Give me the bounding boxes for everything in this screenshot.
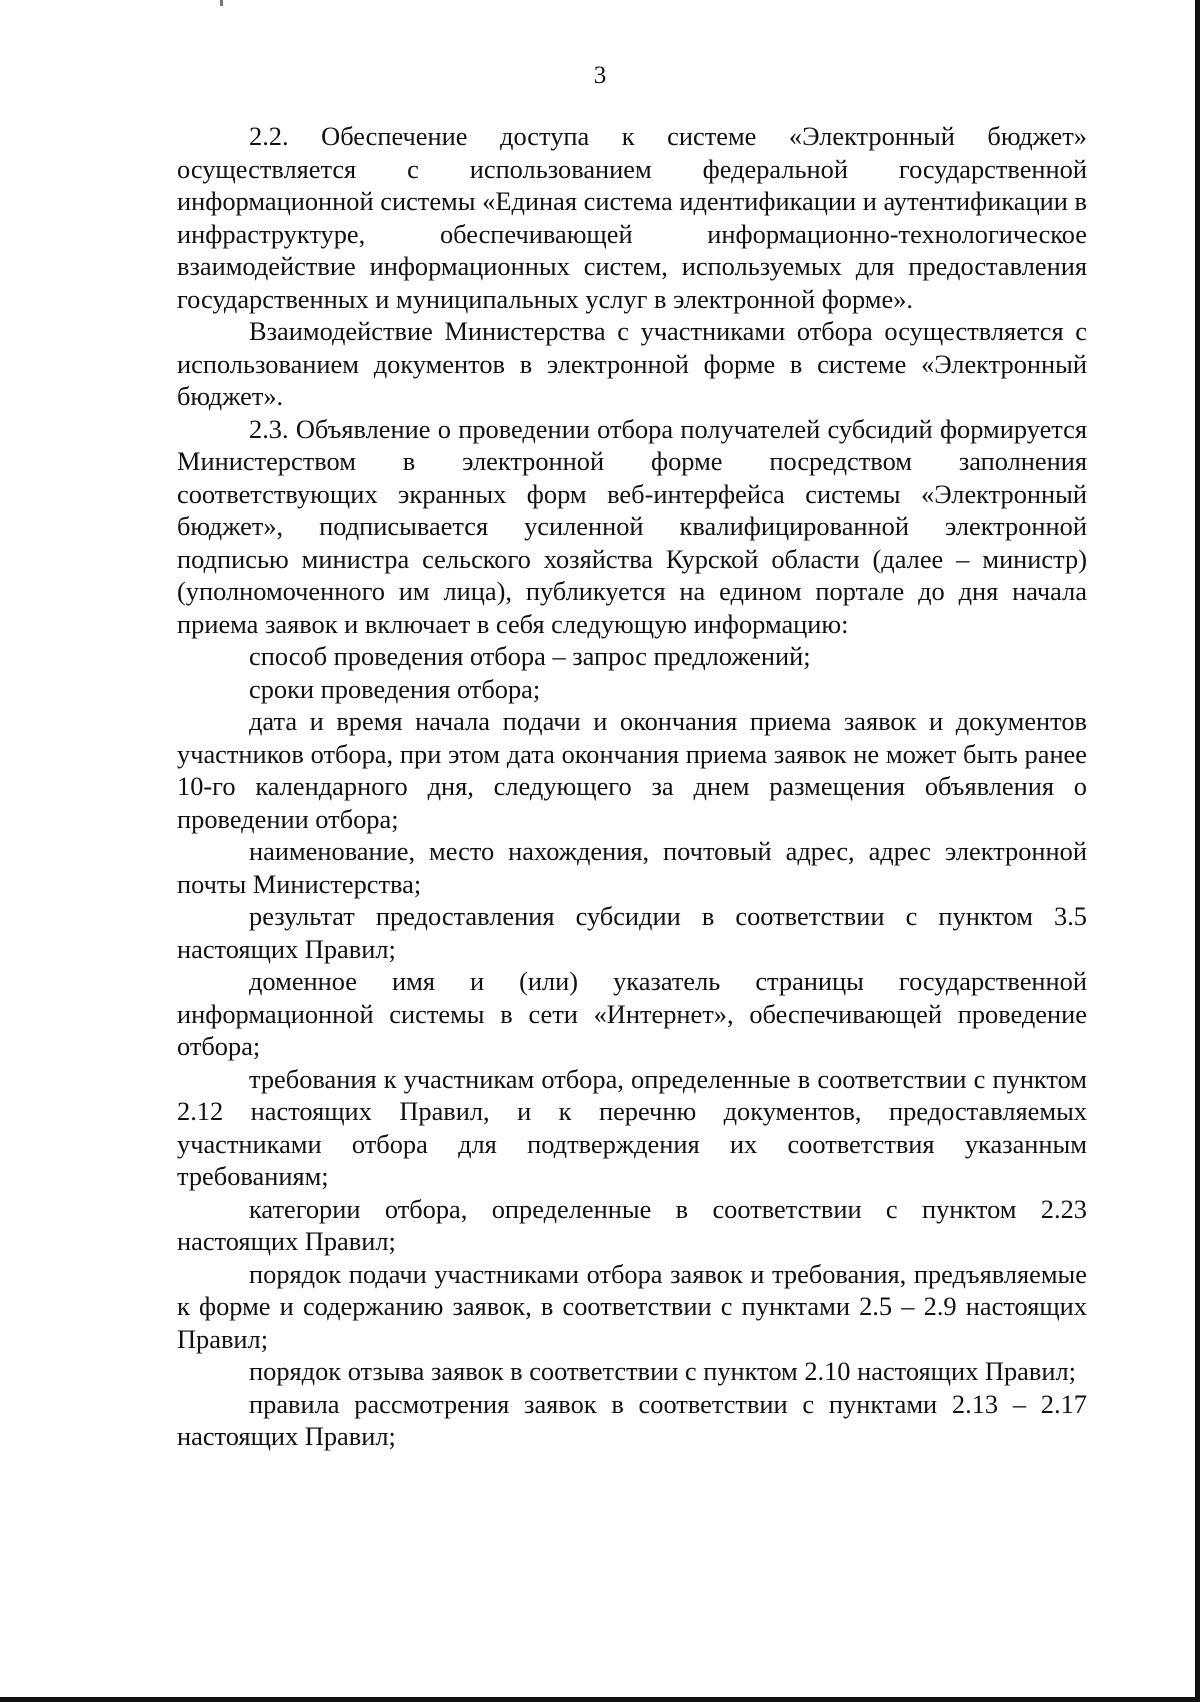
list-item-subsidy-result: результат предоставления субсидии в соответствии с пунктом 3.5 настоящих Правил; (177, 901, 1087, 964)
list-item-application-dates: дата и время начала подачи и окончания приема заявок и документов участников отбора, при этом дата окончания приема заявок не может быть ранее 10-го календарного дня, следующего за днем размещения объявления о проведении отбора; (177, 706, 1087, 834)
list-item-selection-categories: категории отбора, определенные в соответствии с пунктом 2.23 настоящих Правил; (177, 1193, 1087, 1256)
list-item-selection-terms: сроки проведения отбора; (249, 673, 541, 704)
paragraph-interaction: Взаимодействие Министерства с участниками отбора осуществляется с использованием документов в электронной форме в системе «Электронный бюджет». (177, 316, 1087, 411)
list-item-withdrawal-order: порядок отзыва заявок в соответствии с пунктом 2.10 настоящих Правил; (249, 1356, 1076, 1386)
list-item-ministry-contacts: наименование, место нахождения, почтовый адрес, адрес электронной почты Министерства; (177, 836, 1087, 899)
paragraph-2-3: 2.3. Объявление о проведении отбора получателей субсидий формируется Министерством в электронной форме посредством заполнения соответствующих экранных форм веб-интерфейса системы «Электронный бюджет», подписывается усиленной квалифицированной электронной подписью министра сельского хозяйства Курской области (далее – министр) (уполномоченного им лица), публикуется на едином портале до дня начала приема заявок и включает в себя следующую информацию: (177, 413, 1087, 639)
scan-artifact (220, 0, 223, 6)
list-item-submission-order: порядок подачи участниками отбора заявок и требования, предъявляемые к форме и содержанию заявок, в соответствии с пунктами 2.5 – 2.9 настоящих Правил; (177, 1258, 1087, 1354)
page-number: 3 (593, 62, 607, 89)
paragraph-2-2: 2.2. Обеспечение доступа к системе «Электронный бюджет» осуществляется с использованием федеральной государственной информационной системы «Единая система идентификации и аутентификации в инфраструктуре, обеспечивающей информационно-технологическое взаимодействие информационных систем, используемых для предоставления государственных и муниципальных услуг в электронной форме». (177, 121, 1087, 314)
list-item-domain-name: доменное имя и (или) указатель страницы государственной информационной системы в сети «Интернет», обеспечивающей проведение отбора; (177, 966, 1087, 1061)
list-item-selection-method: способ проведения отбора – запрос предложений; (249, 641, 811, 671)
document-body (177, 120, 1087, 1453)
scan-bottom-border (0, 1697, 1200, 1702)
list-item-participant-requirements: требования к участникам отбора, определенные в соответствии с пунктом 2.12 настоящих Правил, и к перечню документов, предоставляемых участниками отбора для подтверждения их соответствия указанным требованиям; (177, 1063, 1087, 1191)
list-item-review-rules: правила рассмотрения заявок в соответствии с пунктами 2.13 – 2.17 настоящих Правил; (177, 1388, 1087, 1451)
scan-right-border (1195, 0, 1200, 1702)
